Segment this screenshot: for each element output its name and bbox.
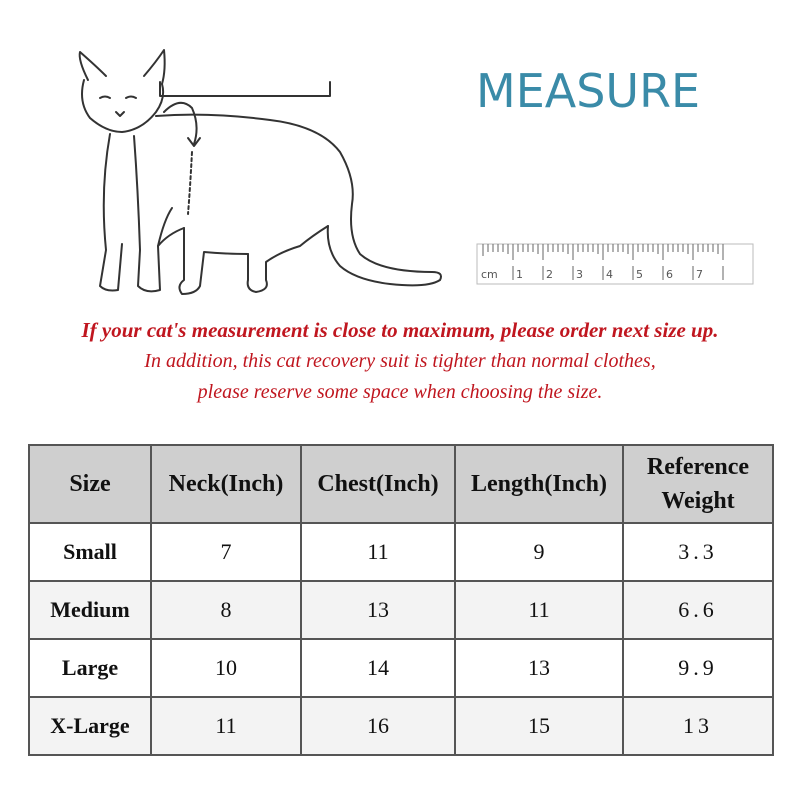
length-cell: 15 <box>455 697 623 755</box>
neck-cell: 8 <box>151 581 301 639</box>
chest-cell: 14 <box>301 639 455 697</box>
weight-cell: 6.6 <box>623 581 773 639</box>
header-reference: Reference <box>646 454 750 480</box>
chest-cell: 16 <box>301 697 455 755</box>
table-row <box>29 581 773 639</box>
weight-cell: 13 <box>623 697 773 755</box>
header-reference-weight <box>623 445 773 523</box>
length-cell: 9 <box>455 523 623 581</box>
ruler-mark: 3 <box>576 268 583 281</box>
header-chest: Chest(Inch) <box>301 445 455 523</box>
ruler-mark: 1 <box>516 268 523 281</box>
cat-measurement-illustration <box>60 40 460 310</box>
neck-cell: 7 <box>151 523 301 581</box>
ruler-illustration <box>475 240 755 290</box>
ruler-mark: 7 <box>696 268 703 281</box>
header-size: Size <box>29 445 151 523</box>
reserve-space-notice: please reserve some space when choosing the size. <box>197 381 603 403</box>
table-row <box>29 639 773 697</box>
header-weight: Weight <box>661 488 735 514</box>
length-cell: 11 <box>455 581 623 639</box>
size-cell: Large <box>29 639 151 697</box>
ruler-mark: 2 <box>546 268 553 281</box>
header-length: Length(Inch) <box>455 445 623 523</box>
length-cell: 13 <box>455 639 623 697</box>
size-cell: X-Large <box>29 697 151 755</box>
size-cell: Medium <box>29 581 151 639</box>
table-header-row <box>29 445 773 523</box>
neck-cell: 11 <box>151 697 301 755</box>
neck-cell: 10 <box>151 639 301 697</box>
size-up-notice: If your cat's measurement is close to maximum, please order next size up. <box>81 318 719 342</box>
weight-cell: 9.9 <box>623 639 773 697</box>
page-title: MEASURE <box>476 64 701 118</box>
weight-cell: 3.3 <box>623 523 773 581</box>
table-row <box>29 697 773 755</box>
ruler-unit-label: cm <box>481 268 498 281</box>
ruler-mark: 4 <box>606 268 613 281</box>
tight-fit-notice: In addition, this cat recovery suit is tighter than normal clothes, <box>144 350 656 372</box>
size-cell: Small <box>29 523 151 581</box>
chest-cell: 13 <box>301 581 455 639</box>
ruler-mark: 6 <box>666 268 673 281</box>
ruler-mark: 5 <box>636 268 643 281</box>
chest-cell: 11 <box>301 523 455 581</box>
size-chart-table <box>28 444 774 756</box>
header-neck: Neck(Inch) <box>151 445 301 523</box>
table-row <box>29 523 773 581</box>
